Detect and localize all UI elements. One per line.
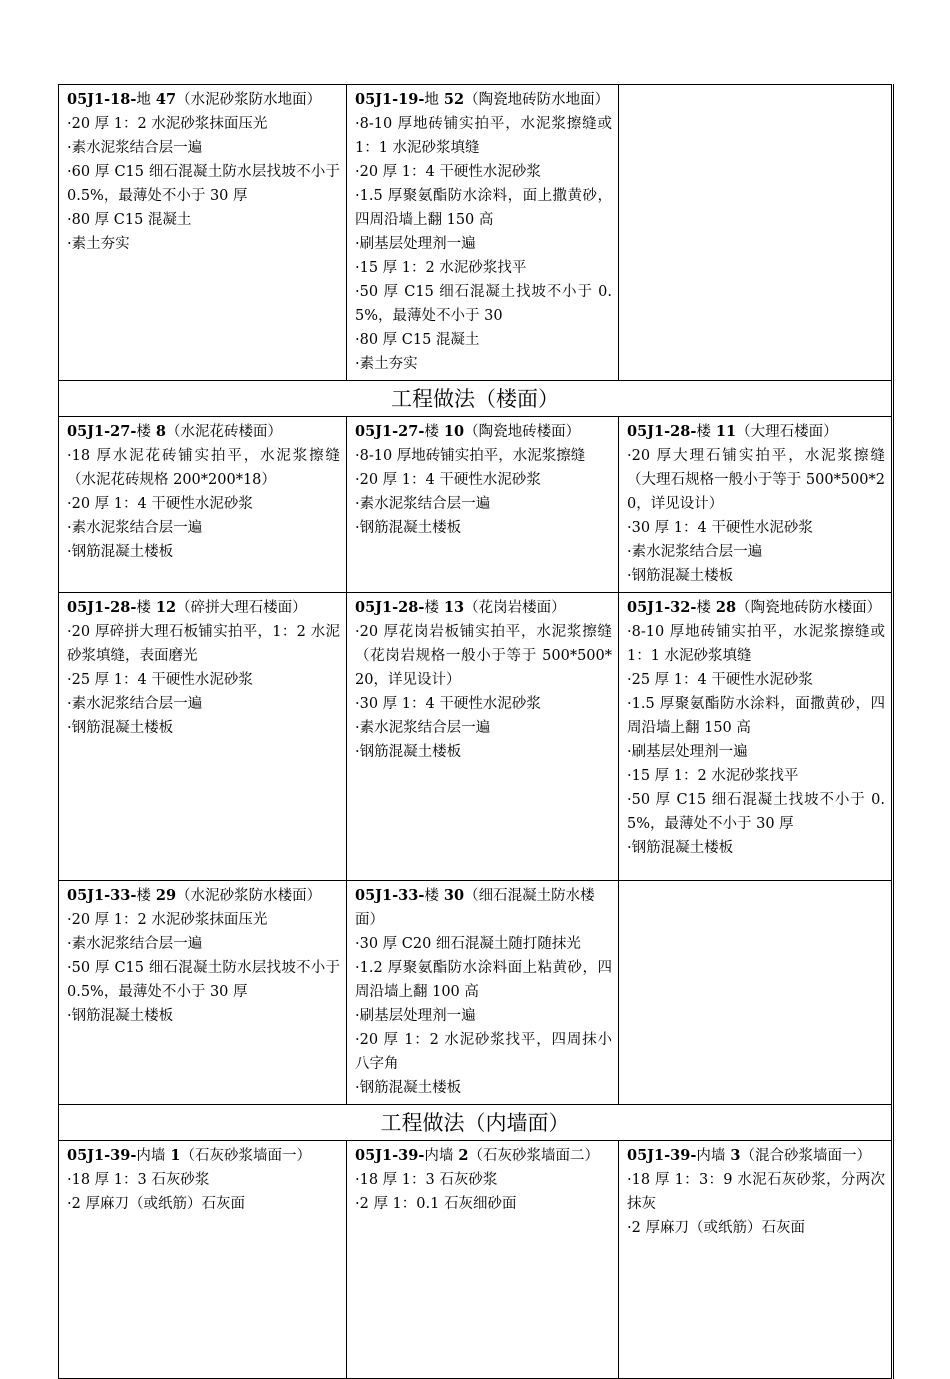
spec-layer-item: ·20 厚花岗岩板铺实拍平，水泥浆擦缝（花岗岩规格一般小于等于 500*500*20，详见设计） bbox=[355, 624, 612, 688]
spec-layer-item: ·素水泥浆结合层一遍 bbox=[67, 696, 203, 712]
spec-layer-item: ·18 厚水泥花砖铺实拍平，水泥浆擦缝（水泥花砖规格 200*200*18） bbox=[67, 448, 340, 488]
spec-layer-item: ·50 厚 C15 细石混凝土找坡不小于 0.5%，最薄处不小于 30 bbox=[355, 284, 612, 324]
spec-category: 楼 bbox=[696, 424, 711, 440]
spec-title bbox=[627, 420, 885, 444]
spec-cell bbox=[59, 593, 347, 881]
spec-layer-item: ·20 厚 1：2 水泥砂浆抹面压光 bbox=[67, 912, 268, 928]
spec-layer-item: ·30 厚 1：4 干硬性水泥砂浆 bbox=[355, 696, 541, 712]
spec-layer-item: ·素水泥浆结合层一遍 bbox=[355, 496, 491, 512]
spec-number: 10 bbox=[438, 423, 465, 440]
section-heading: 工程做法（内墙面） bbox=[59, 1105, 893, 1141]
spec-number: 2 bbox=[453, 1147, 469, 1164]
spec-description: （陶瓷地砖楼面） bbox=[464, 424, 581, 440]
spec-cell bbox=[59, 1141, 347, 1379]
spec-layer-item: ·素水泥浆结合层一遍 bbox=[355, 720, 491, 736]
section-heading: 工程做法（楼面） bbox=[59, 381, 893, 417]
spec-layer-item: ·钢筋混凝土楼板 bbox=[67, 544, 174, 560]
spec-cell bbox=[619, 593, 893, 881]
spec-number: 11 bbox=[710, 423, 737, 440]
spec-code: 05J1-18- bbox=[67, 91, 137, 108]
spec-description: （花岗岩楼面） bbox=[464, 600, 566, 616]
spec-layer-item: ·钢筋混凝土楼板 bbox=[627, 568, 734, 584]
spec-layer-item: ·15 厚 1：2 水泥砂浆找平 bbox=[355, 260, 527, 276]
spec-category: 地 bbox=[424, 92, 439, 108]
spec-description: （陶瓷地砖防水地面） bbox=[464, 92, 610, 108]
spec-layer-item: ·18 厚 1：3 石灰砂浆 bbox=[355, 1172, 498, 1188]
spec-cell bbox=[347, 593, 619, 881]
spec-number: 47 bbox=[150, 91, 177, 108]
spec-layer-item: ·1.2 厚聚氨酯防水涂料面上粘黄砂，四周沿墙上翻 100 高 bbox=[355, 960, 612, 1000]
spec-layer-item: ·20 厚 1：4 干硬性水泥砂浆 bbox=[67, 496, 253, 512]
spec-number: 8 bbox=[150, 423, 166, 440]
spec-code: 05J1-27- bbox=[67, 423, 137, 440]
spec-layer-item: ·钢筋混凝土楼板 bbox=[355, 744, 462, 760]
spec-layer-item: ·50 厚 C15 细石混凝土防水层找坡不小于 0.5%，最薄处不小于 30 厚 bbox=[67, 960, 340, 1000]
spec-cell bbox=[347, 417, 619, 593]
spec-layer-item: ·15 厚 1：2 水泥砂浆找平 bbox=[627, 768, 799, 784]
spec-cell bbox=[347, 85, 619, 381]
spec-title bbox=[355, 1144, 612, 1168]
spec-number: 12 bbox=[150, 599, 177, 616]
spec-layer-item: ·素土夯实 bbox=[67, 236, 130, 252]
spec-layer-item: ·18 厚 1：3 石灰砂浆 bbox=[67, 1172, 210, 1188]
spec-row bbox=[59, 85, 893, 381]
spec-layer-item: ·20 厚 1：4 干硬性水泥砂浆 bbox=[355, 164, 541, 180]
spec-number: 3 bbox=[725, 1147, 741, 1164]
spec-layer-item: ·素水泥浆结合层一遍 bbox=[67, 936, 203, 952]
spec-title bbox=[355, 884, 612, 932]
spec-cell bbox=[59, 881, 347, 1105]
spec-title bbox=[67, 88, 340, 112]
spec-layer-item: ·刷基层处理剂一遍 bbox=[627, 744, 748, 760]
spec-description: （水泥花砖楼面） bbox=[165, 424, 282, 440]
spec-layer-item: ·8-10 厚地砖铺实拍平，水泥浆擦缝 bbox=[355, 448, 586, 464]
spec-layer-item: ·8-10 厚地砖铺实拍平，水泥浆擦缝或 1：1 水泥砂浆填缝 bbox=[355, 116, 612, 156]
spec-number: 30 bbox=[438, 887, 465, 904]
spec-layer-item: ·80 厚 C15 混凝土 bbox=[67, 212, 192, 228]
spec-code: 05J1-33- bbox=[355, 887, 425, 904]
spec-cell bbox=[619, 881, 893, 1105]
spec-category: 楼 bbox=[136, 424, 151, 440]
spec-title bbox=[627, 596, 885, 620]
spec-number: 28 bbox=[710, 599, 737, 616]
construction-spec-table bbox=[58, 84, 894, 1379]
spec-layer-item: ·钢筋混凝土楼板 bbox=[627, 840, 734, 856]
spec-layer-item: ·2 厚麻刀（或纸筋）石灰面 bbox=[627, 1220, 805, 1236]
spec-code: 05J1-33- bbox=[67, 887, 137, 904]
spec-cell bbox=[347, 881, 619, 1105]
spec-number: 29 bbox=[150, 887, 177, 904]
spec-layer-item: ·60 厚 C15 细石混凝土防水层找坡不小于 0.5%，最薄处不小于 30 厚 bbox=[67, 164, 340, 204]
spec-layer-item: ·素水泥浆结合层一遍 bbox=[67, 140, 203, 156]
spec-description: （大理石楼面） bbox=[736, 424, 838, 440]
spec-cell bbox=[619, 1141, 893, 1379]
spec-code: 05J1-32- bbox=[627, 599, 697, 616]
spec-category: 楼 bbox=[696, 600, 711, 616]
spec-title bbox=[627, 1144, 885, 1168]
spec-title bbox=[355, 420, 612, 444]
spec-code: 05J1-19- bbox=[355, 91, 425, 108]
spec-layer-item: ·素水泥浆结合层一遍 bbox=[627, 544, 763, 560]
spec-layer-item: ·刷基层处理剂一遍 bbox=[355, 1008, 476, 1024]
spec-code: 05J1-39- bbox=[67, 1147, 137, 1164]
spec-category: 楼 bbox=[424, 424, 439, 440]
spec-description: （水泥砂浆防水地面） bbox=[176, 92, 322, 108]
construction-spec-page bbox=[58, 84, 892, 1379]
spec-title bbox=[67, 420, 340, 444]
spec-layer-item: ·刷基层处理剂一遍 bbox=[355, 236, 476, 252]
spec-number: 13 bbox=[438, 599, 465, 616]
spec-layer-item: ·25 厚 1：4 干硬性水泥砂浆 bbox=[67, 672, 253, 688]
spec-cell bbox=[59, 417, 347, 593]
spec-description: （碎拼大理石楼面） bbox=[176, 600, 307, 616]
spec-layer-item: ·1.5 厚聚氨酯防水涂料，面上撒黄砂，四周沿墙上翻 150 高 bbox=[355, 188, 612, 228]
spec-title bbox=[67, 596, 340, 620]
spec-category: 楼 bbox=[424, 600, 439, 616]
spec-layer-item: ·钢筋混凝土楼板 bbox=[355, 1080, 462, 1096]
spec-description: （水泥砂浆防水楼面） bbox=[176, 888, 322, 904]
spec-description: （细石混凝土防水楼面） bbox=[355, 888, 595, 928]
spec-row bbox=[59, 1141, 893, 1379]
spec-layer-item: ·18 厚 1：3：9 水泥石灰砂浆，分两次抹灰 bbox=[627, 1172, 885, 1212]
spec-category: 内墙 bbox=[696, 1148, 726, 1164]
spec-row bbox=[59, 417, 893, 593]
spec-cell bbox=[59, 85, 347, 381]
spec-code: 05J1-39- bbox=[355, 1147, 425, 1164]
spec-title bbox=[67, 1144, 340, 1168]
spec-row bbox=[59, 593, 893, 881]
spec-cell bbox=[619, 417, 893, 593]
spec-row bbox=[59, 881, 893, 1105]
spec-cell bbox=[347, 1141, 619, 1379]
spec-layer-item: ·30 厚 C20 细石混凝土随打随抹光 bbox=[355, 936, 581, 952]
section-heading-row bbox=[59, 1105, 893, 1141]
spec-code: 05J1-39- bbox=[627, 1147, 697, 1164]
spec-layer-item: ·1.5 厚聚氨酯防水涂料，面撒黄砂，四周沿墙上翻 150 高 bbox=[627, 696, 885, 736]
spec-layer-item: ·8-10 厚地砖铺实拍平，水泥浆擦缝或 1：1 水泥砂浆填缝 bbox=[627, 624, 885, 664]
spec-layer-item: ·钢筋混凝土楼板 bbox=[355, 520, 462, 536]
section-heading-row bbox=[59, 381, 893, 417]
spec-description: （陶瓷地砖防水楼面） bbox=[736, 600, 882, 616]
spec-description: （石灰砂浆墙面二） bbox=[468, 1148, 599, 1164]
spec-layer-item: ·20 厚碎拼大理石板铺实拍平，1：2 水泥砂浆填缝，表面磨光 bbox=[67, 624, 340, 664]
spec-layer-item: ·20 厚大理石铺实拍平，水泥浆擦缝（大理石规格一般小于等于 500*500*20，详见设计） bbox=[627, 448, 885, 512]
spec-category: 楼 bbox=[136, 888, 151, 904]
spec-code: 05J1-28- bbox=[355, 599, 425, 616]
spec-title bbox=[67, 884, 340, 908]
spec-layer-item: ·50 厚 C15 细石混凝土找坡不小于 0.5%，最薄处不小于 30 厚 bbox=[627, 792, 885, 832]
spec-category: 地 bbox=[136, 92, 151, 108]
spec-code: 05J1-28- bbox=[67, 599, 137, 616]
spec-number: 52 bbox=[438, 91, 465, 108]
spec-category: 内墙 bbox=[424, 1148, 454, 1164]
spec-cell bbox=[619, 85, 893, 381]
spec-layer-item: ·25 厚 1：4 干硬性水泥砂浆 bbox=[627, 672, 813, 688]
spec-layer-item: ·30 厚 1：4 干硬性水泥砂浆 bbox=[627, 520, 813, 536]
spec-layer-item: ·素水泥浆结合层一遍 bbox=[67, 520, 203, 536]
spec-layer-item: ·20 厚 1：2 水泥砂浆抹面压光 bbox=[67, 116, 268, 132]
spec-layer-item: ·20 厚 1：4 干硬性水泥砂浆 bbox=[355, 472, 541, 488]
spec-title bbox=[355, 88, 612, 112]
spec-code: 05J1-28- bbox=[627, 423, 697, 440]
spec-layer-item: ·2 厚 1：0.1 石灰细砂面 bbox=[355, 1196, 517, 1212]
spec-code: 05J1-27- bbox=[355, 423, 425, 440]
spec-number: 1 bbox=[165, 1147, 181, 1164]
spec-title bbox=[355, 596, 612, 620]
spec-layer-item: ·钢筋混凝土楼板 bbox=[67, 1008, 174, 1024]
spec-layer-item: ·20 厚 1：2 水泥砂浆找平，四周抹小八字角 bbox=[355, 1032, 612, 1072]
spec-category: 楼 bbox=[424, 888, 439, 904]
spec-layer-item: ·2 厚麻刀（或纸筋）石灰面 bbox=[67, 1196, 245, 1212]
spec-description: （石灰砂浆墙面一） bbox=[180, 1148, 311, 1164]
spec-category: 内墙 bbox=[136, 1148, 166, 1164]
spec-layer-item: ·80 厚 C15 混凝土 bbox=[355, 332, 480, 348]
spec-layer-item: ·钢筋混凝土楼板 bbox=[67, 720, 174, 736]
spec-description: （混合砂浆墙面一） bbox=[740, 1148, 871, 1164]
spec-category: 楼 bbox=[136, 600, 151, 616]
spec-layer-item: ·素土夯实 bbox=[355, 356, 418, 372]
